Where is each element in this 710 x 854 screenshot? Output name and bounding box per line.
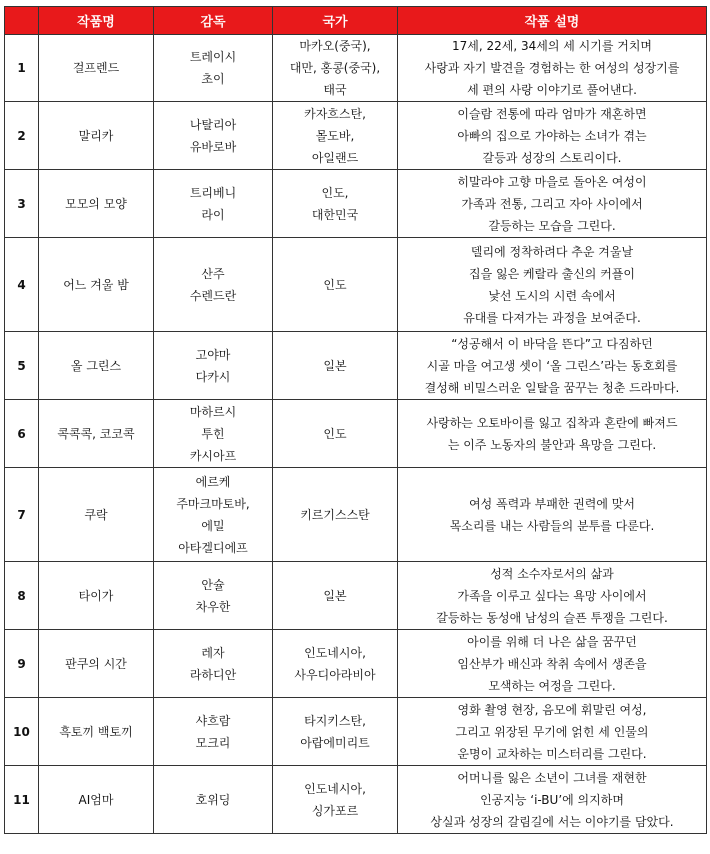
film-description <box>398 562 707 630</box>
film-title: 걸프렌드 <box>39 35 154 102</box>
row-number: 5 <box>5 332 39 400</box>
film-director <box>154 562 273 630</box>
film-director-line: 레자 <box>201 645 225 660</box>
film-country-line: 타지키스탄, <box>304 713 366 728</box>
film-country <box>273 468 398 562</box>
table-row <box>5 468 707 562</box>
film-director <box>154 698 273 766</box>
film-country-line: 카자흐스탄, <box>304 106 366 121</box>
film-description-line: 아빠의 집으로 가야하는 소녀가 겪는 <box>457 128 647 143</box>
film-description <box>398 238 707 332</box>
film-director <box>154 35 273 102</box>
film-description-line: 세 편의 사랑 이야기로 풀어낸다. <box>467 83 637 97</box>
table-row <box>5 766 707 834</box>
film-description-line: 임산부가 배신과 착취 속에서 생존을 <box>457 656 647 671</box>
film-description-line: 17세, 22세, 34세의 세 시기를 거치며 <box>451 39 653 53</box>
table-row <box>5 400 707 468</box>
header-title: 작품명 <box>39 7 154 35</box>
film-country <box>273 630 398 698</box>
film-description-line: 여성 폭력과 부패한 권력에 맞서 <box>469 496 635 511</box>
film-title: 모모의 모양 <box>39 170 154 238</box>
film-country-line: 일본 <box>323 588 347 603</box>
film-description-line: 갈등과 성장의 스토리이다. <box>482 150 622 165</box>
film-country-line: 일본 <box>323 358 347 373</box>
film-country-line: 인도, <box>321 185 349 200</box>
film-director-line: 나탈리아 <box>189 117 237 132</box>
film-description-line: 사랑과 자기 발견을 경험하는 한 여성의 성장기를 <box>424 61 680 75</box>
film-director <box>154 332 273 400</box>
table-row <box>5 562 707 630</box>
film-country-line: 인도 <box>323 426 347 441</box>
film-country-line: 인도 <box>323 277 347 292</box>
film-country <box>273 170 398 238</box>
film-description <box>398 35 707 102</box>
film-director-line: 모크리 <box>195 735 231 750</box>
film-description-line: 그리고 위장된 무기에 얽힌 세 인물의 <box>455 724 649 739</box>
film-country <box>273 400 398 468</box>
film-description-line: 운명이 교차하는 미스터리를 그린다. <box>457 746 647 761</box>
film-description <box>398 102 707 170</box>
film-table <box>4 6 707 834</box>
film-table-body <box>5 35 707 834</box>
film-country-line: 인도네시아, <box>304 645 366 660</box>
table-row <box>5 170 707 238</box>
table-row <box>5 102 707 170</box>
film-country <box>273 332 398 400</box>
table-row <box>5 332 707 400</box>
film-director-line: 마하르시 <box>189 404 237 419</box>
row-number: 9 <box>5 630 39 698</box>
film-description-line: 영화 촬영 현장, 음모에 휘말린 여성, <box>457 702 647 717</box>
film-description-line: 낯선 도시의 시련 속에서 <box>488 288 616 303</box>
film-director-line: 에밀 <box>201 518 225 533</box>
film-country-line: 태국 <box>323 83 347 97</box>
row-number: 1 <box>5 35 39 102</box>
header-director: 감독 <box>154 7 273 35</box>
film-director-line: 주마크마토바, <box>176 496 250 511</box>
row-number: 4 <box>5 238 39 332</box>
film-description-line: 상실과 성장의 갈림길에 서는 이야기를 담았다. <box>430 814 674 829</box>
film-description-line: 히말라야 고향 마을로 돌아온 여성이 <box>457 174 647 189</box>
film-description-line: 성적 소수자로서의 삶과 <box>490 566 614 581</box>
film-description <box>398 332 707 400</box>
film-title: 흑토끼 백토끼 <box>39 698 154 766</box>
film-director-line: 고야마 <box>195 347 231 362</box>
film-director-line: 호위딩 <box>195 792 231 807</box>
film-description-line: 가족을 이루고 싶다는 욕망 사이에서 <box>457 588 647 603</box>
film-title: 쿠락 <box>39 468 154 562</box>
header-row <box>5 7 707 35</box>
film-country-line: 키르기스스탄 <box>300 507 370 522</box>
film-country <box>273 562 398 630</box>
film-director-line: 라하디안 <box>189 667 237 682</box>
film-country <box>273 102 398 170</box>
film-director-line: 에르케 <box>195 474 231 489</box>
film-description-line: 모색하는 여정을 그린다. <box>488 678 616 693</box>
film-description-line: 인공지능 ‘i-BU’에 의지하며 <box>480 792 624 807</box>
film-description-line: 목소리를 내는 사람들의 분투를 다룬다. <box>449 518 655 533</box>
film-description-line: 는 이주 노동자의 불안과 욕망을 그린다. <box>447 437 657 452</box>
film-director-line: 트리베니 <box>189 185 237 200</box>
film-description <box>398 468 707 562</box>
film-country-line: 싱가포르 <box>311 803 359 818</box>
header-number <box>5 7 39 35</box>
film-description-line: “성공해서 이 바닥을 뜬다”고 다짐하던 <box>451 336 653 351</box>
film-title: 판쿠의 시간 <box>39 630 154 698</box>
film-director-line: 샤흐람 <box>195 713 231 728</box>
film-title: 올 그린스 <box>39 332 154 400</box>
film-description-line: 가족과 전통, 그리고 자아 사이에서 <box>461 196 643 211</box>
film-director-line: 유바로바 <box>189 139 237 154</box>
film-director-line: 아타겔디에프 <box>178 540 248 555</box>
table-row <box>5 35 707 102</box>
film-description-line: 집을 잃은 케랄라 출신의 커플이 <box>469 266 635 281</box>
film-description <box>398 698 707 766</box>
row-number: 2 <box>5 102 39 170</box>
header-description: 작품 설명 <box>398 7 707 35</box>
film-description-line: 사랑하는 오토바이를 잃고 집착과 혼란에 빠져드 <box>426 415 678 430</box>
film-director-line: 투힌 <box>201 426 225 441</box>
film-country-line: 아일랜드 <box>311 150 359 165</box>
film-director-line: 산주 <box>201 266 225 281</box>
row-number: 6 <box>5 400 39 468</box>
film-country-line: 몰도바, <box>315 128 355 143</box>
film-director <box>154 102 273 170</box>
film-title: 콕콕콕, 코코콕 <box>39 400 154 468</box>
film-description <box>398 170 707 238</box>
film-country-line: 사우디아라비아 <box>294 667 376 682</box>
film-director-line: 트레이시 <box>189 50 237 64</box>
film-description-line: 결성해 비밀스러운 일탈을 꿈꾸는 청춘 드라마다. <box>424 380 680 395</box>
film-country <box>273 238 398 332</box>
film-director-line: 다카시 <box>195 369 231 384</box>
row-number: 7 <box>5 468 39 562</box>
film-description <box>398 630 707 698</box>
film-title: 말리카 <box>39 102 154 170</box>
film-director <box>154 400 273 468</box>
film-director-line: 라이 <box>201 207 225 222</box>
film-country <box>273 35 398 102</box>
film-director <box>154 468 273 562</box>
film-description-line: 델리에 정착하려다 추운 겨울날 <box>470 244 634 259</box>
row-number: 11 <box>5 766 39 834</box>
film-country-line: 인도네시아, <box>304 781 366 796</box>
film-director <box>154 630 273 698</box>
film-title: 어느 겨울 밤 <box>39 238 154 332</box>
film-description-line: 시골 마을 여고생 셋이 ‘올 그린스’라는 동호회를 <box>426 358 678 373</box>
film-country <box>273 698 398 766</box>
row-number: 10 <box>5 698 39 766</box>
header-country: 국가 <box>273 7 398 35</box>
row-number: 3 <box>5 170 39 238</box>
film-director <box>154 766 273 834</box>
film-title: AI엄마 <box>39 766 154 834</box>
film-director-line: 차우한 <box>195 599 231 614</box>
row-number: 8 <box>5 562 39 630</box>
film-director-line: 카시아프 <box>189 448 237 463</box>
film-director <box>154 238 273 332</box>
film-description <box>398 766 707 834</box>
film-description-line: 유대를 다져가는 과정을 보여준다. <box>463 310 641 325</box>
film-country-line: 대만, 홍콩(중국), <box>289 61 381 75</box>
film-description <box>398 400 707 468</box>
table-row <box>5 698 707 766</box>
film-country <box>273 766 398 834</box>
film-description-line: 이슬람 전통에 따라 엄마가 재혼하면 <box>457 106 647 121</box>
film-director-line: 초이 <box>201 72 225 86</box>
film-director <box>154 170 273 238</box>
table-row <box>5 630 707 698</box>
film-director-line: 수렌드란 <box>189 288 237 303</box>
film-description-line: 아이를 위해 더 나은 삶을 꿈꾸던 <box>467 634 637 649</box>
film-description-line: 갈등하는 모습을 그린다. <box>488 218 616 233</box>
film-director-line: 안슐 <box>201 577 225 592</box>
film-title: 타이가 <box>39 562 154 630</box>
film-description-line: 갈등하는 동성애 남성의 슬픈 투쟁을 그린다. <box>436 610 668 625</box>
film-country-line: 마카오(중국), <box>299 39 371 53</box>
film-country-line: 대한민국 <box>311 207 359 222</box>
table-row <box>5 238 707 332</box>
film-description-line: 어머니를 잃은 소년이 그녀를 재현한 <box>457 770 647 785</box>
film-country-line: 아랍에미리트 <box>300 735 370 750</box>
